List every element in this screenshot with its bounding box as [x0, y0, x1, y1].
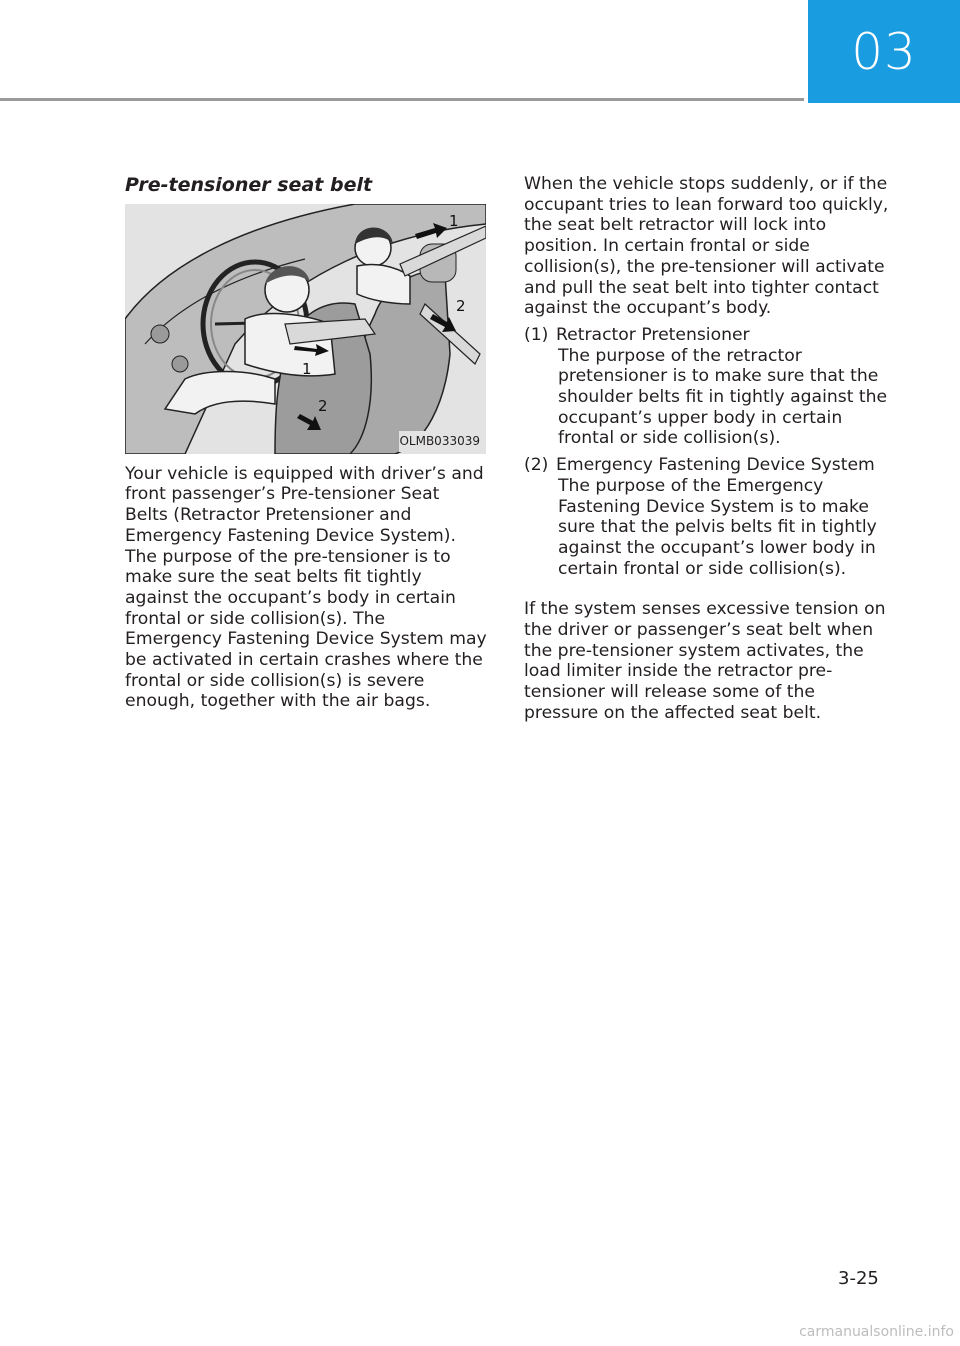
page-number: 3-25 [838, 1268, 879, 1289]
chapter-number: 03 [851, 22, 917, 81]
callout-label: 2 [456, 296, 466, 315]
list-item [524, 325, 894, 449]
watermark: carmanualsonline.info [799, 1324, 954, 1340]
numbered-list [524, 325, 894, 579]
callout-label: 2 [318, 396, 328, 415]
right-column [524, 174, 894, 724]
list-item-number: (1) [524, 324, 549, 345]
figure-caption: OLMB033039 [399, 431, 480, 452]
list-item [524, 455, 894, 579]
vent-icon [151, 325, 169, 343]
chapter-tab [808, 0, 960, 103]
list-item-body: The purpose of the retractor pretensioner is to make sure that the shoulder belts fit in tightly against the occupant’s upper body in certain frontal or side collision(s). [558, 345, 888, 449]
closing-paragraph: If the system senses excessive tension on the driver or passenger’s seat belt when the pre-tensioner system activates, the load limiter inside the retractor pre-tensioner will release some of the pressure on the affected seat belt. [524, 599, 886, 723]
list-item-title: Emergency Fastening Device System [556, 455, 875, 476]
callout-label: 1 [302, 359, 312, 378]
intro-paragraph: When the vehicle stops suddenly, or if the occupant tries to lean forward too quickly, the seat belt retractor will lock into position. In certain frontal or side collision(s), the pre-tensioner will activate and pull the seat belt into tighter contact against the occupant’s body. [524, 174, 889, 319]
list-item-body: The purpose of the Emergency Fastening Device System is to make sure that the pelvis belts fit in tightly against the occupant’s lower body in certain frontal or side collision(s). [558, 475, 877, 579]
header-rule [0, 98, 804, 101]
seat-belt-illustration [125, 204, 486, 454]
left-column [125, 175, 487, 712]
section-title: Pre-tensioner seat belt [125, 174, 373, 196]
vent-icon [172, 356, 188, 372]
body-paragraph: Your vehicle is equipped with driver’s and front passenger’s Pre-tensioner Seat Belts (Retractor Pretensioner and Emergency Fastening Device System). The purpose of the pre-tensioner is to make sure the seat belts fit tightly against the occupant’s body in certain frontal or side collision(s). The Emergency Fastening Device System may be activated in certain crashes where the frontal or side collision(s) is severe enough, together with the air bags. [125, 463, 487, 712]
callout-label: 1 [449, 211, 459, 230]
list-item-number: (2) [524, 455, 549, 476]
illustration-drawing [125, 204, 486, 454]
list-item-title: Retractor Pretensioner [556, 324, 750, 345]
